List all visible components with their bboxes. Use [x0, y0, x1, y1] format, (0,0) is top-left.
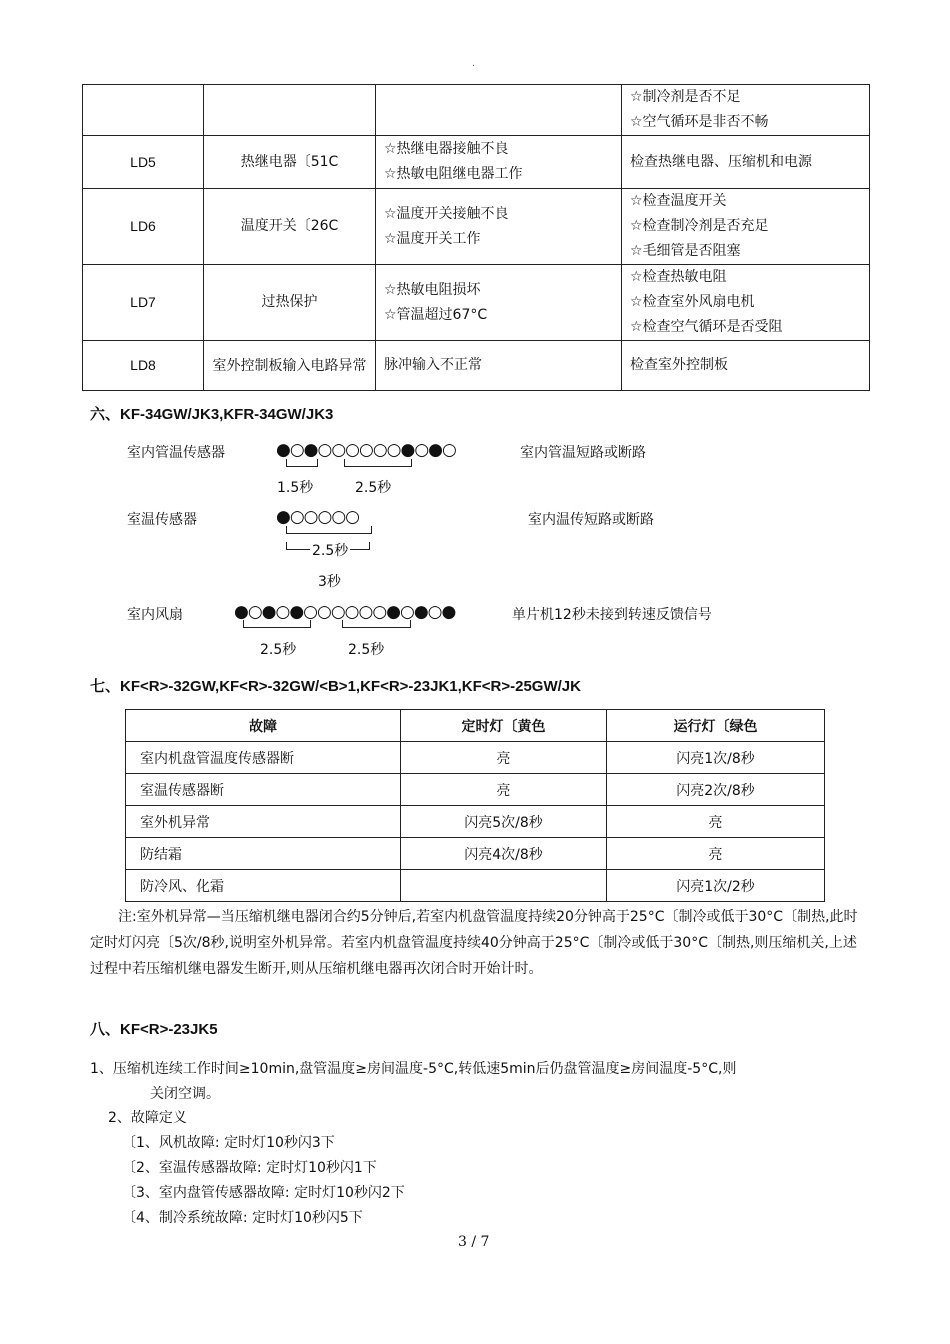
- name-cell: 过热保护: [204, 265, 376, 341]
- interval-label: 2.5秒: [355, 480, 392, 496]
- note-paragraph: 注:室外机异常—当压缩机继电器闭合约5分钟后,若室内机盘管温度持续20分钟高于25°C〔制冷或低于30°C〔制热,此时定时灯闪亮〔5次/8秒,说明室外机异常。若室内机盘管温度持续40分钟高于25°C〔制冷或低于30°C〔制热,则压缩机关,上述过程中若压缩机继电器发生断开,则从压缩机继电器再次闭合时开始计时。: [90, 909, 858, 977]
- timer-light-cell: 亮: [401, 742, 607, 774]
- name-cell: 热继电器〔51C: [204, 136, 376, 189]
- fault-table-1: [82, 84, 870, 391]
- timer-light-cell: 闪亮5次/8秒: [401, 806, 607, 838]
- interval-label: 1.5秒: [277, 480, 314, 496]
- name-cell: [204, 85, 376, 136]
- blink-pattern: ●○●○●○○○○○○●○●○●: [234, 602, 456, 622]
- code-cell: [83, 85, 204, 136]
- action-cell: ☆制冷剂是否不足 ☆空气循环是非否不畅: [622, 85, 870, 136]
- table-row: [126, 838, 825, 870]
- interval-label: 2.5秒: [310, 540, 350, 560]
- column-header: 定时灯〔黄色: [401, 710, 607, 742]
- signal-description: 室内管温短路或断路: [520, 445, 646, 461]
- table-row: [126, 774, 825, 806]
- table-row: [83, 341, 870, 391]
- run-light-cell: 闪亮1次/8秒: [607, 742, 825, 774]
- signal-description: 室内温传短路或断路: [528, 512, 654, 528]
- interval-bracket: [243, 620, 311, 628]
- signal-label: 室内管温传感器: [127, 445, 225, 461]
- action-cell: 检查室外控制板: [622, 341, 870, 391]
- action-cell: ☆检查温度开关 ☆检查制冷剂是否充足 ☆毛细管是否阻塞: [622, 189, 870, 265]
- run-light-cell: 闪亮2次/8秒: [607, 774, 825, 806]
- interval-label: 2.5秒: [348, 642, 385, 658]
- paragraph: 2、故障定义: [108, 1110, 187, 1126]
- header-mark: .: [472, 58, 476, 69]
- run-light-cell: 亮: [607, 838, 825, 870]
- interval-bracket: [286, 526, 372, 534]
- list-item: 〔3、室内盘管传感器故障: 定时灯10秒闪2下: [122, 1185, 405, 1201]
- interval-bracket: [286, 459, 318, 467]
- cause-cell: 脉冲输入不正常: [376, 341, 622, 391]
- list-item: 〔2、室温传感器故障: 定时灯10秒闪1下: [122, 1160, 377, 1176]
- table-row: [126, 806, 825, 838]
- interval-label: 3秒: [318, 574, 341, 590]
- timer-light-cell: 闪亮4次/8秒: [401, 838, 607, 870]
- page-number: 3 / 7: [458, 1234, 490, 1250]
- column-header: 故障: [126, 710, 401, 742]
- blink-pattern: ●○○○○○: [276, 507, 360, 527]
- table-row: [83, 85, 870, 136]
- table-row: [126, 870, 825, 902]
- fault-cell: 防结霜: [126, 838, 401, 870]
- cause-cell: ☆温度开关接触不良 ☆温度开关工作: [376, 189, 622, 265]
- cause-cell: ☆热继电器接触不良 ☆热敏电阻继电器工作: [376, 136, 622, 189]
- run-light-cell: 闪亮1次/2秒: [607, 870, 825, 902]
- table-header-row: [126, 710, 825, 742]
- section-7-heading: 七、KF<R>-32GW,KF<R>-32GW/<B>1,KF<R>-23JK1,KF<R>-25GW/JK: [90, 678, 581, 695]
- signal-label: 室内风扇: [127, 607, 183, 623]
- table-row: [83, 136, 870, 189]
- interval-bracket: [344, 459, 412, 467]
- cause-cell: [376, 85, 622, 136]
- paragraph: 关闭空调。: [150, 1086, 220, 1102]
- column-header: 运行灯〔绿色: [607, 710, 825, 742]
- table-row: [83, 189, 870, 265]
- code-cell: LD6: [83, 189, 204, 265]
- fault-cell: 室内机盘管温度传感器断: [126, 742, 401, 774]
- signal-label: 室温传感器: [127, 512, 197, 528]
- cause-cell: ☆热敏电阻损坏 ☆管温超过67°C: [376, 265, 622, 341]
- fault-cell: 室外机异常: [126, 806, 401, 838]
- interval-bracket: [342, 620, 411, 628]
- signal-description: 单片机12秒未接到转速反馈信号: [512, 607, 712, 623]
- fault-table-2: [125, 709, 825, 902]
- timer-light-cell: 亮: [401, 774, 607, 806]
- table-row: [126, 742, 825, 774]
- timer-light-cell: [401, 870, 607, 902]
- interval-label: 2.5秒: [260, 642, 297, 658]
- code-cell: LD7: [83, 265, 204, 341]
- action-cell: 检查热继电器、压缩机和电源: [622, 136, 870, 189]
- section-6-heading: 六、KF-34GW/JK3,KFR-34GW/JK3: [90, 406, 334, 423]
- table-row: [83, 265, 870, 341]
- name-cell: 室外控制板输入电路异常: [204, 341, 376, 391]
- action-cell: ☆检查热敏电阻 ☆检查室外风扇电机 ☆检查空气循环是否受阻: [622, 265, 870, 341]
- fault-cell: 防冷风、化霜: [126, 870, 401, 902]
- blink-pattern: ●○●○○○○○○●○●○: [276, 440, 456, 460]
- code-cell: LD8: [83, 341, 204, 391]
- run-light-cell: 亮: [607, 806, 825, 838]
- paragraph: 1、压缩机连续工作时间≥10min,盘管温度≥房间温度-5°C,转低速5min后仍盘管温度≥房间温度-5°C,则: [90, 1061, 737, 1077]
- list-item: 〔4、制冷系统故障: 定时灯10秒闪5下: [122, 1210, 363, 1226]
- fault-cell: 室温传感器断: [126, 774, 401, 806]
- code-cell: LD5: [83, 136, 204, 189]
- list-item: 〔1、风机故障: 定时灯10秒闪3下: [122, 1135, 335, 1151]
- section-8-heading: 八、KF<R>-23JK5: [90, 1021, 218, 1038]
- name-cell: 温度开关〔26C: [204, 189, 376, 265]
